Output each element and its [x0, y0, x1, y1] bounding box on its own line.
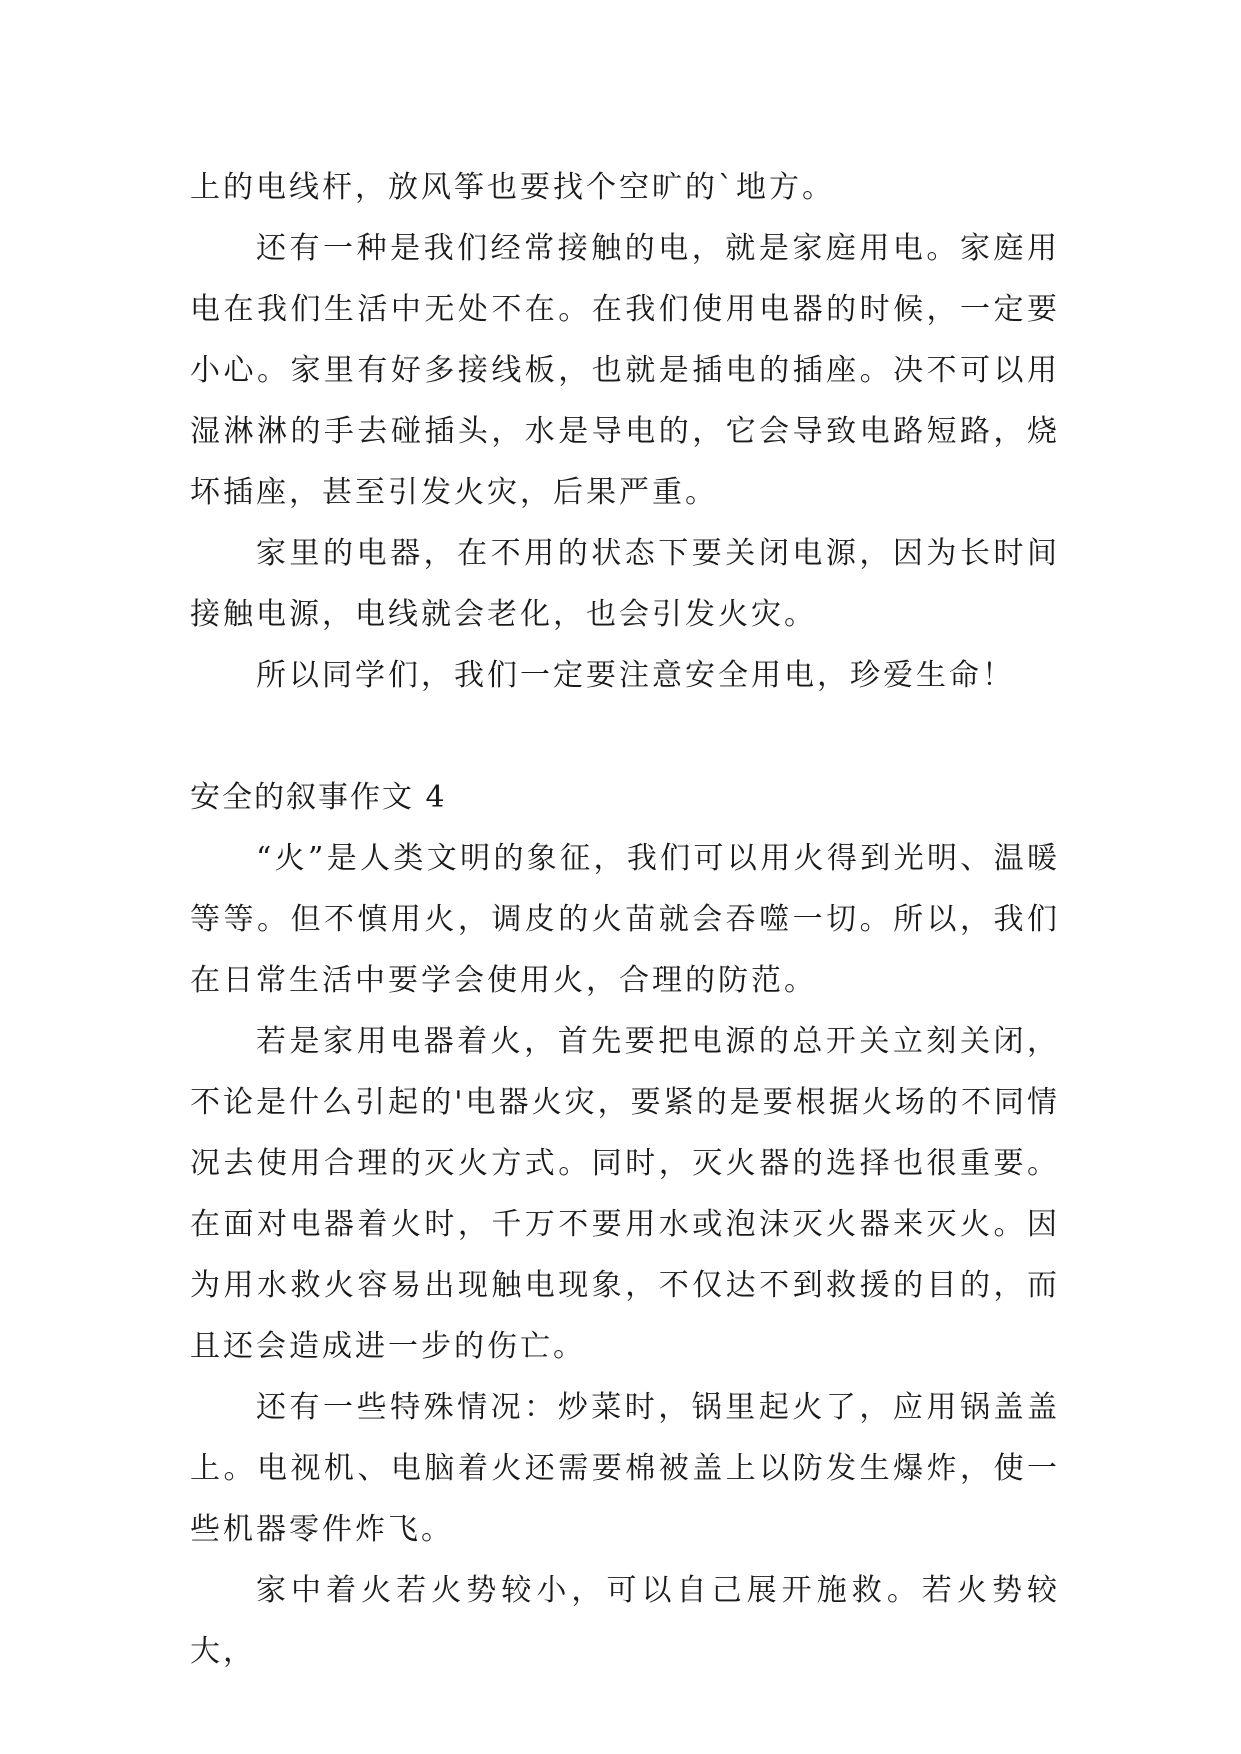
paragraph-electrical-fire: 若是家用电器着火，首先要把电源的总开关立刻关闭，不论是什么引起的'电器火灾，要紧的是要根据火场的不同情况去使用合理的灭火方式。同时，灭火器的选择也很重要。在面对电器着火时，千万不要用水或泡沫灭火器来灭火。因为用水救火容易出现触电现象，不仅达不到救援的目的，而且还会造成进一步的伤亡。 [190, 1024, 1060, 1364]
paragraph-household-electricity: 还有一种是我们经常接触的电，就是家庭用电。家庭用电在我们生活中无处不在。在我们使用电器的时候，一定要小心。家里有好多接线板，也就是插电的插座。决不可以用湿淋淋的手去碰插头，水是导电的，它会导致电路短路，烧坏插座，甚至引发火灾，后果严重。 [190, 231, 1060, 510]
section-title: 安全的叙事作文 4 [190, 780, 447, 815]
paragraph-small-fire: 家中着火若火势较小，可以自己展开施救。若火势较大， [190, 1573, 1060, 1669]
paragraph-conclusion: 所以同学们，我们一定要注意安全用电，珍爱生命！ [256, 658, 1015, 693]
paragraph-power-off: 家里的电器，在不用的状态下要关闭电源，因为长时间接触电源，电线就会老化，也会引发火灾。 [190, 536, 1060, 632]
paragraph-special-cases: 还有一些特殊情况：炒菜时，锅里起火了，应用锅盖盖上。电视机、电脑着火还需要棉被盖上以防发生爆炸，使一些机器零件炸飞。 [190, 1390, 1060, 1547]
document-page [190, 157, 1060, 1682]
paragraph-fire-intro: “火”是人类文明的象征，我们可以用火得到光明、温暖等等。但不慎用火，调皮的火苗就会吞噬一切。所以，我们在日常生活中要学会使用火，合理的防范。 [190, 841, 1060, 998]
continuation-paragraph: 上的电线杆，放风筝也要找个空旷的`地方。 [190, 170, 835, 205]
